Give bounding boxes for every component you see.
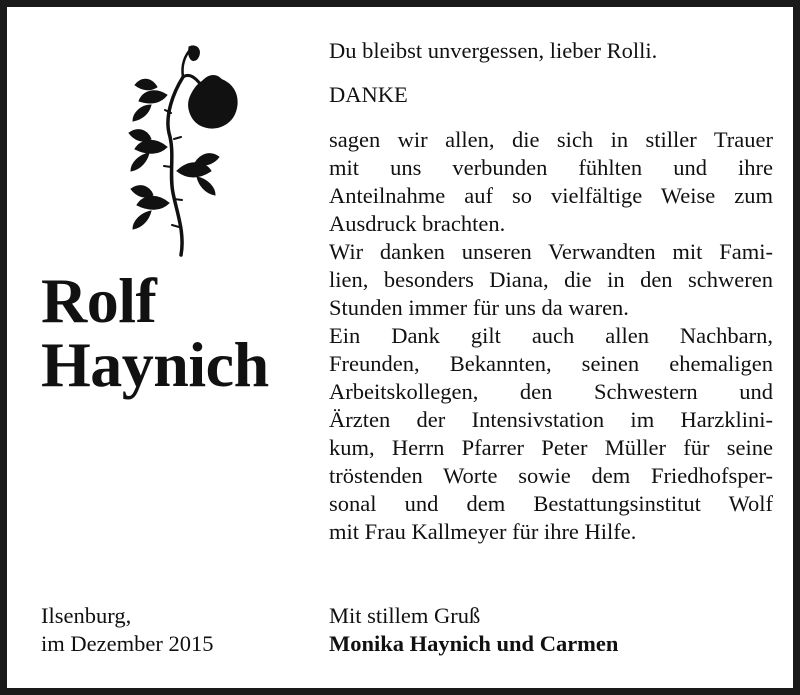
text-line: Stunden immer für uns da waren. [329,295,629,320]
place-and-date [41,602,213,658]
text-line: sagen wir allen, die sich in stiller Trauer [329,127,773,152]
text-line: tröstenden Worte sowie dem Friedhofsper- [329,463,773,488]
greeting-line: Du bleibst unvergessen, lieber Rolli. [329,38,658,63]
text-line: kum, Herrn Pfarrer Peter Müller für seine [329,435,773,460]
thanks-heading: DANKE [329,82,408,107]
message-column [329,37,773,546]
deceased-name [41,265,269,400]
text-line: Freunden, Bekannten, seinen ehemaligen [329,351,773,376]
text-line: mit Frau Kallmeyer für ihre Hilfe. [329,519,637,544]
place-city: Ilsenburg, [41,603,132,628]
thanks-paragraph-1 [329,126,773,238]
text-line: Ärzten der Intensivstation im Harzklini- [329,407,773,432]
place-date: im Dezember 2015 [41,631,214,656]
closing-block [329,602,618,658]
rose-icon [111,43,251,258]
text-line: Ein Dank gilt auch allen Nachbarn, [329,323,773,348]
thanks-paragraph-2 [329,238,773,322]
first-name: Rolf [41,265,157,336]
text-line: mit uns verbunden fühlten und ihre [329,155,773,180]
text-line: sonal und dem Bestattungsinstitut Wolf [329,491,773,516]
signature: Monika Haynich und Carmen [329,631,619,656]
text-line: lien, besonders Diana, die in den schweren [329,267,773,292]
text-line: Arbeitskollegen, den Schwestern und [329,379,773,404]
thanks-paragraph-3 [329,322,773,546]
text-line: Anteilnahme auf so vielfältige Weise zum [329,183,773,208]
text-line: Ausdruck brachten. [329,211,506,236]
closing-salutation: Mit stillem Gruß [329,603,481,628]
text-line: Wir danken unseren Verwandten mit Fami- [329,239,773,264]
last-name: Haynich [41,329,269,400]
